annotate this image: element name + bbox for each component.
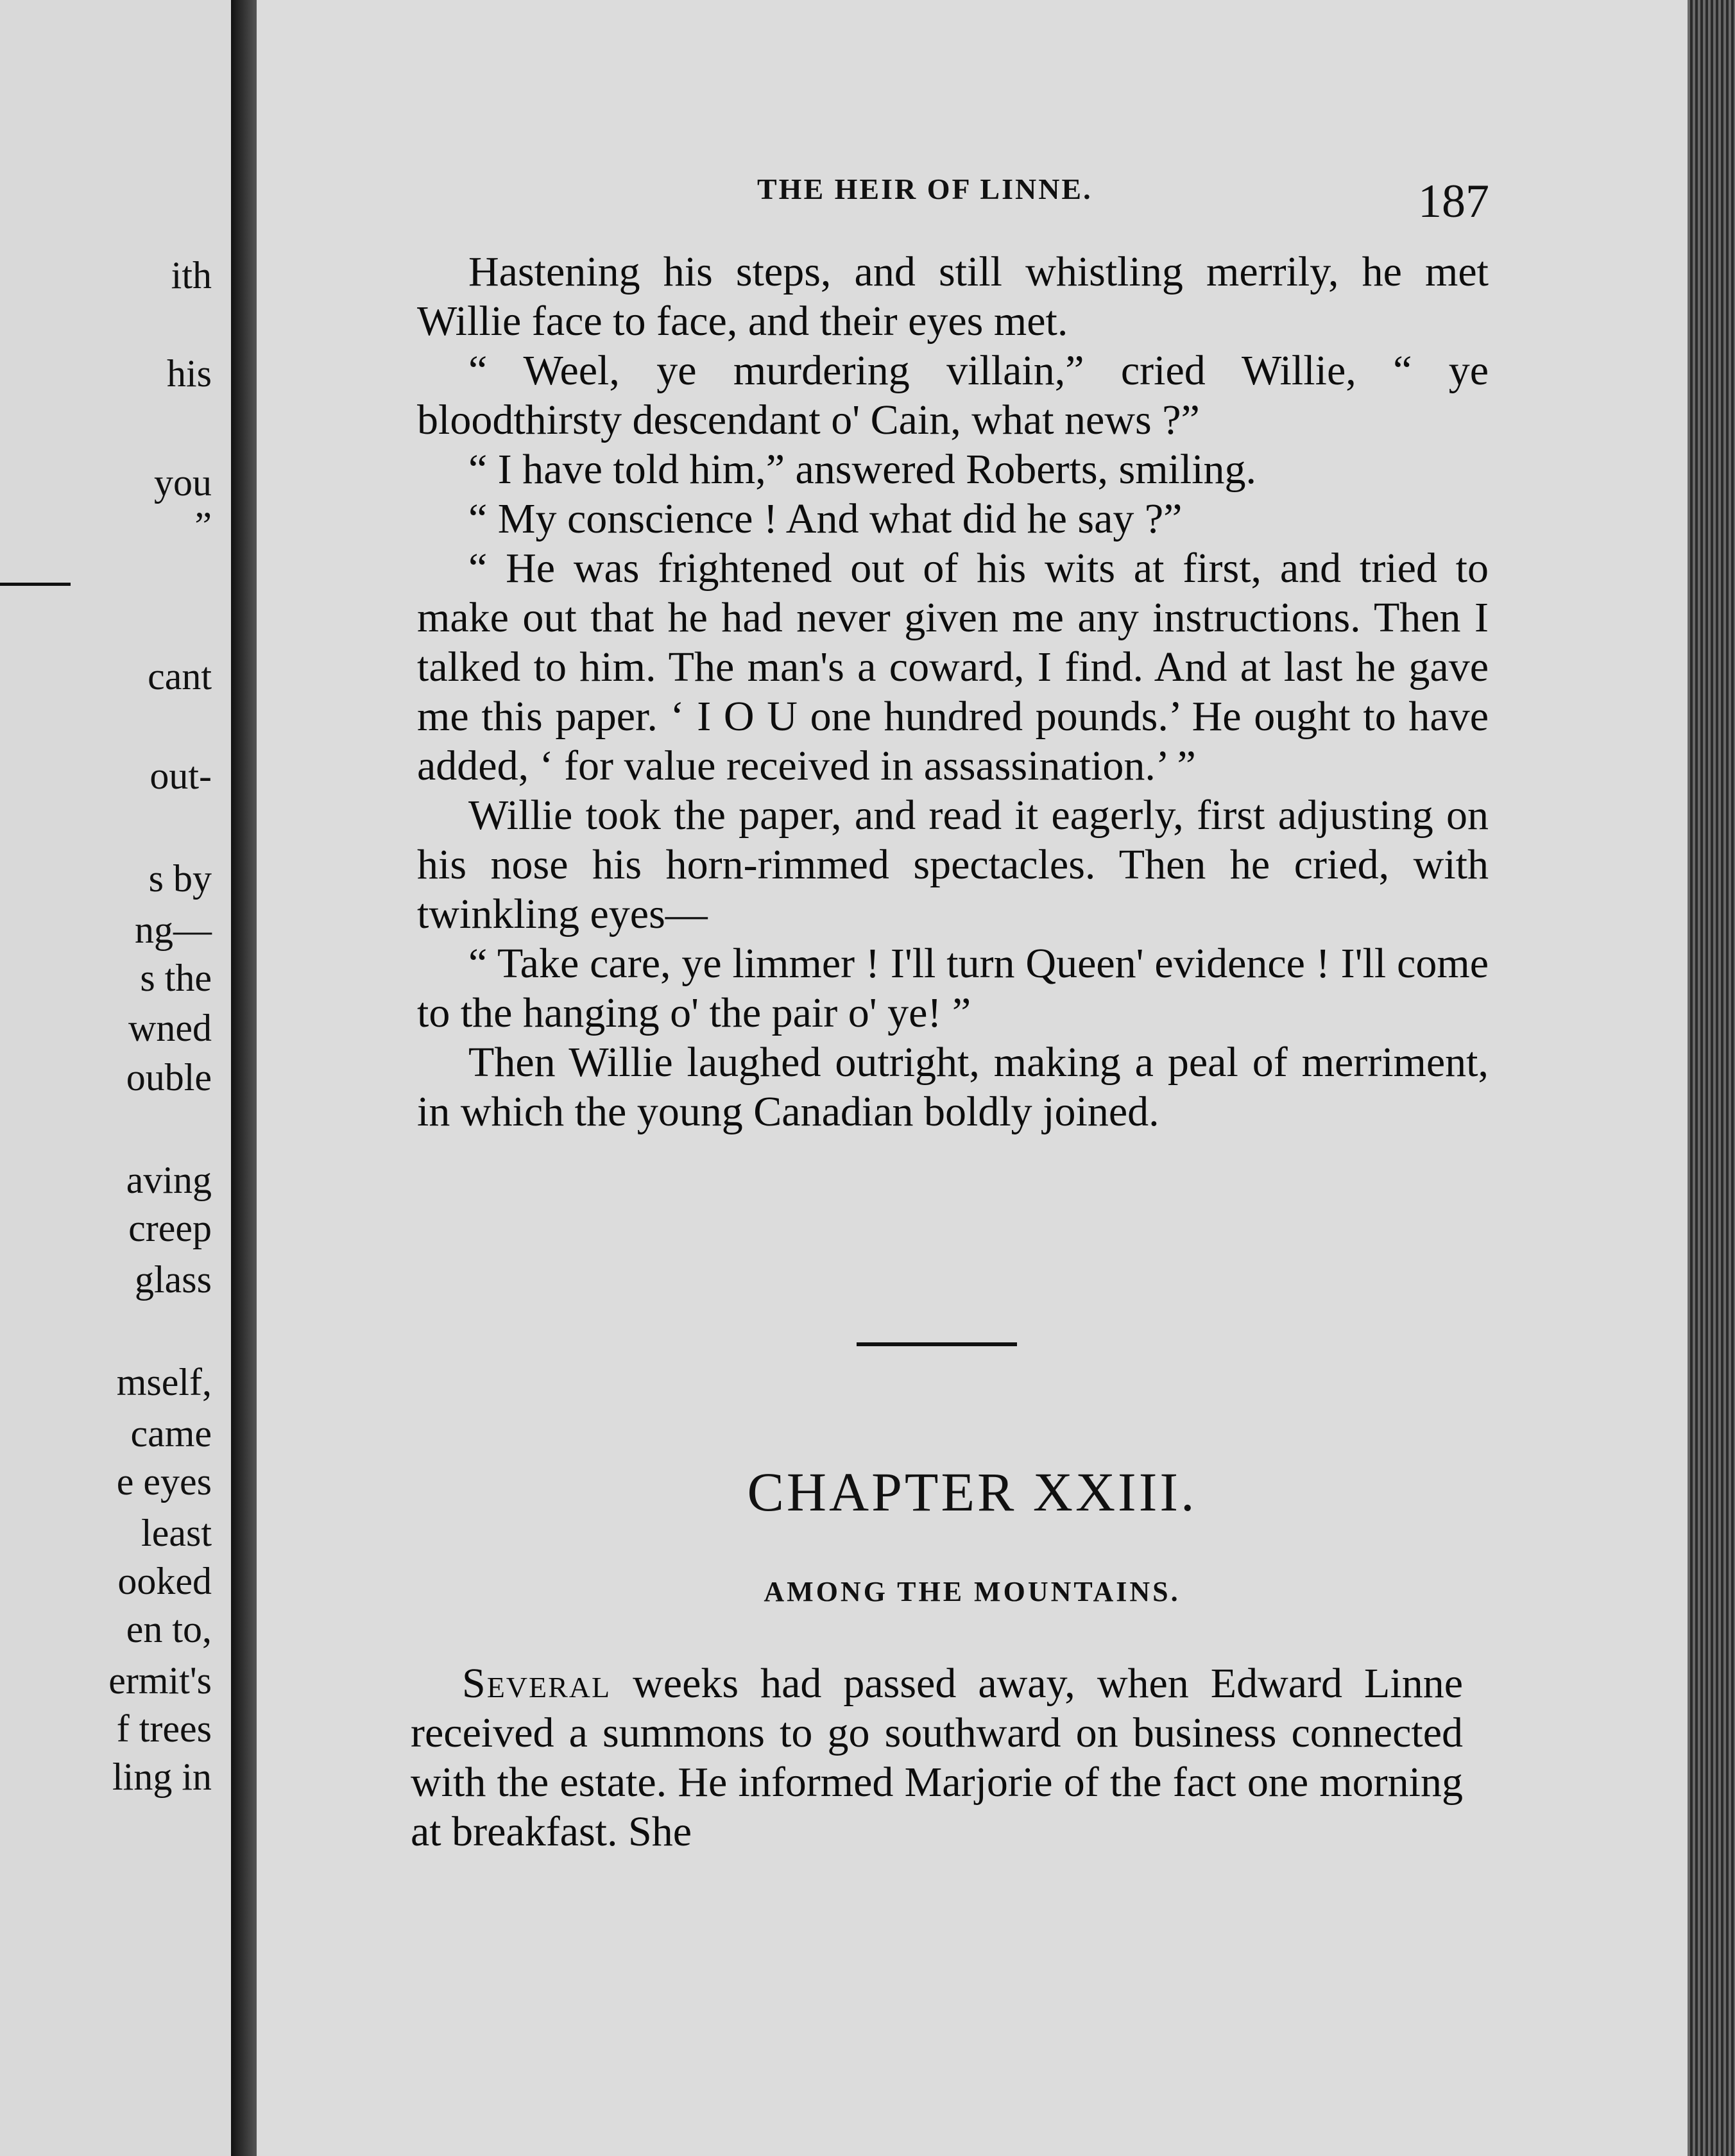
opening-word: Several (462, 1660, 611, 1707)
facing-page-line: you (154, 461, 212, 504)
paragraph: Hastening his steps, and still whistling merrily, he met Willie face to face, and their eyes met. (417, 248, 1489, 345)
page-edges (1688, 0, 1735, 2156)
paragraph: Then Willie laughed outright, making a peal of merriment, in which the young Canadian boldly joined. (417, 1039, 1489, 1135)
facing-page-line: glass (135, 1258, 212, 1301)
paragraph: “ He was frightened out of his wits at first, and tried to make out that he had never given me any instructions. Then I talked to him. The man's a coward, I find. And at last he gave me this paper. ‘ I O U one hundred pounds.’ He ought to have added, ‘ for value received in assassination.’ ” (417, 545, 1489, 789)
facing-page-line: mself, (116, 1361, 212, 1403)
chapter-subtitle: AMONG THE MOUNTAINS. (764, 1576, 1181, 1607)
page-body (417, 247, 1489, 1136)
paragraph (411, 1659, 1463, 1856)
paragraph: “ I have told him,” answered Roberts, smiling. (468, 446, 1257, 493)
facing-page-line: his (166, 352, 212, 395)
facing-page-line: cant (148, 655, 212, 697)
facing-page-line: out- (150, 755, 212, 797)
facing-page-line: aving (126, 1159, 212, 1201)
facing-page-line: ng— (135, 909, 212, 951)
facing-page-fragment (0, 0, 231, 2156)
paragraph: Willie took the paper, and read it eagerly, first adjusting on his nose his horn-rimmed spectacles. Then he cried, with twinkling eyes— (417, 792, 1489, 937)
book-gutter (231, 0, 257, 2156)
facing-page-line: came (130, 1412, 212, 1455)
facing-page-line: e eyes (116, 1460, 212, 1503)
facing-page-line: en to, (126, 1608, 212, 1650)
facing-page-line: ooked (117, 1560, 212, 1602)
chapter-title: CHAPTER XXIII. (747, 1461, 1197, 1523)
facing-page-line: wned (128, 1007, 212, 1049)
facing-page-rule (0, 583, 71, 586)
facing-page-line: least (141, 1512, 212, 1554)
facing-page-line: ” (194, 504, 212, 547)
paragraph: “ Take care, ye limmer ! I'll turn Queen' evidence ! I'll come to the hanging o' the pair o' ye! ” (417, 940, 1489, 1036)
paragraph: “ Weel, ye murdering villain,” cried Willie, “ ye bloodthirsty descendant o' Cain, what news ?” (417, 347, 1489, 443)
facing-page-line: s the (140, 957, 212, 999)
facing-page-line: ouble (126, 1056, 212, 1099)
facing-page-line: creep (128, 1207, 212, 1249)
facing-page-line: ermit's (108, 1659, 212, 1702)
facing-page-line: s by (148, 857, 212, 900)
section-divider (857, 1342, 1017, 1346)
page-number: 187 (1418, 175, 1489, 228)
paragraph: “ My conscience ! And what did he say ?” (468, 495, 1183, 542)
chapter-opening-paragraph (411, 1659, 1463, 1856)
opening-text: weeks had passed away, when Edward Linne received a summons to go southward on business connected with the estate. He informed Marjorie of the fact one morning at breakfast. She (411, 1660, 1463, 1855)
facing-page-line: ith (171, 254, 212, 296)
facing-page-line: f trees (116, 1707, 212, 1750)
facing-page-line: ling in (112, 1756, 212, 1798)
running-title: THE HEIR OF LINNE. (757, 173, 1093, 205)
